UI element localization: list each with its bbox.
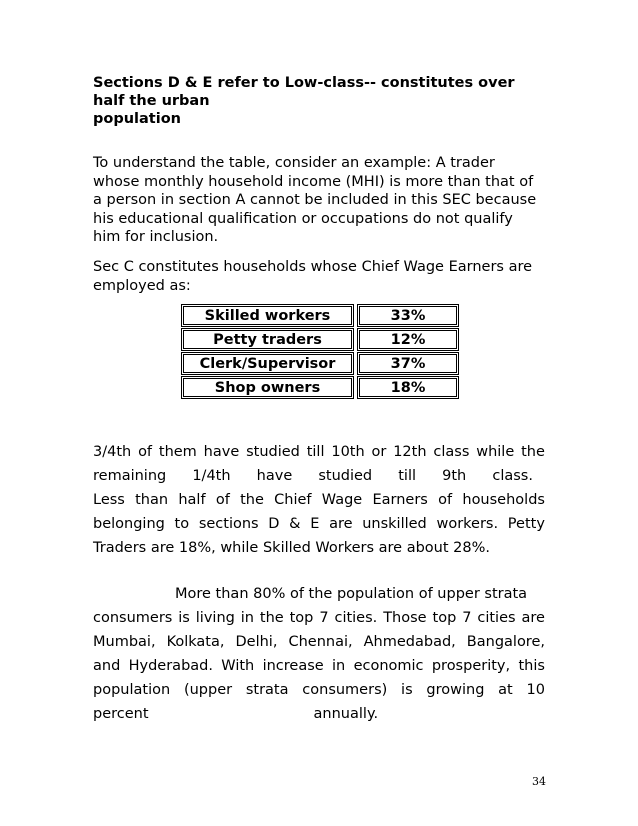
word: annually. (313, 706, 379, 722)
word: class. (492, 468, 533, 484)
justified-line (93, 440, 545, 464)
paragraph-line: his educational qualification or occupations do not qualify (93, 210, 513, 227)
word: or (371, 444, 387, 460)
word: strata (245, 682, 289, 698)
paragraph-line: To understand the table, consider an example: A trader (93, 155, 495, 171)
word: at (498, 682, 513, 698)
word: cities (477, 610, 516, 626)
word: till (398, 468, 417, 484)
paragraph-line (93, 702, 545, 726)
percentage-cell: 33% (357, 304, 459, 327)
occupation-cell: Shop owners (181, 376, 354, 399)
paragraph-line: More than 80% of the population of upper strata (175, 586, 528, 602)
word: the (240, 492, 264, 508)
word: 3/4th (93, 444, 132, 460)
word: D (268, 516, 280, 532)
section-heading (93, 74, 543, 128)
word: this (518, 658, 545, 674)
word: of (138, 444, 153, 460)
word: are (521, 610, 545, 626)
word: to (174, 516, 190, 532)
percentage-cell: 18% (357, 376, 459, 399)
word: prosperity, (431, 658, 511, 674)
percentage-cell: 37% (357, 352, 459, 375)
word: 9th (442, 468, 467, 484)
word: consumers) (302, 682, 388, 698)
word: Delhi, (235, 634, 278, 650)
word: Chennai, (288, 634, 353, 650)
word: & (289, 516, 301, 532)
word: till (306, 444, 325, 460)
word: Mumbai, (93, 634, 156, 650)
word: the (521, 444, 545, 460)
justified-line (93, 654, 545, 678)
word: Wage (321, 492, 363, 508)
word: them (158, 444, 197, 460)
word: Hyderabad. (128, 658, 213, 674)
word: living (195, 610, 235, 626)
occupation-cell: Clerk/Supervisor (181, 352, 354, 375)
upper-strata-paragraph (93, 582, 545, 726)
word: (upper (183, 682, 233, 698)
word: With (221, 658, 255, 674)
word: class (433, 444, 470, 460)
word: Kolkata, (166, 634, 225, 650)
table-row (181, 352, 459, 375)
sec-c-paragraph (93, 258, 553, 295)
word: 1/4th (192, 468, 231, 484)
heading-line: population (93, 111, 181, 127)
word: studied (246, 444, 300, 460)
word: Petty (507, 516, 545, 532)
word: belonging (93, 516, 165, 532)
heading-line: half the urban (93, 93, 210, 109)
percentage-cell: 12% (357, 328, 459, 351)
word: of (438, 492, 453, 508)
paragraph-line: Traders are 18%, while Skilled Workers are about 28%. (93, 540, 490, 556)
word: cities. (334, 610, 378, 626)
word: sections (198, 516, 259, 532)
paragraph-line: a person in section A cannot be included in this SEC because (93, 192, 537, 208)
word: are (329, 516, 353, 532)
word: than (135, 492, 169, 508)
education-paragraph (93, 440, 545, 560)
word: percent (93, 706, 149, 722)
paragraph-line: whose monthly household income (MHI) is more than that of (93, 173, 534, 190)
occupation-cell: Petty traders (181, 328, 354, 351)
word: Ahmedabad, (363, 634, 456, 650)
table-row (181, 304, 459, 327)
table-row (181, 328, 459, 351)
justified-line (93, 678, 545, 702)
word: Earners (372, 492, 428, 508)
word: Those (383, 610, 427, 626)
word: and (93, 658, 121, 674)
table-row (181, 376, 459, 399)
word: 12th (393, 444, 427, 460)
word: 7 (462, 610, 472, 626)
word: in (332, 658, 346, 674)
word: Bangalore, (466, 634, 545, 650)
word: half (178, 492, 206, 508)
word: E (310, 516, 320, 532)
word: is (401, 682, 413, 698)
word: population (93, 682, 171, 698)
word: Less (93, 492, 125, 508)
word: consumers (93, 610, 173, 626)
word: while (476, 444, 515, 460)
heading-line: Sections D & E refer to Low-class-- constitutes over (93, 75, 515, 91)
word: Chief (274, 492, 312, 508)
justified-line (93, 488, 545, 512)
example-paragraph (93, 154, 553, 247)
word: is (178, 610, 190, 626)
word: economic (353, 658, 424, 674)
word: unskilled (362, 516, 427, 532)
word: remaining (93, 468, 167, 484)
word: workers. (436, 516, 499, 532)
word: studied (318, 468, 373, 484)
word: have (203, 444, 240, 460)
word: households (462, 492, 545, 508)
word: 10th (331, 444, 365, 460)
justified-line (93, 630, 545, 654)
justified-line (93, 464, 545, 488)
word: 10 (526, 682, 545, 698)
paragraph-line: him for inclusion. (93, 229, 219, 245)
word: of (215, 492, 230, 508)
word: growing (426, 682, 485, 698)
paragraph-line: employed as: (93, 277, 191, 294)
page-number: 34 (532, 775, 546, 788)
word: top (432, 610, 457, 626)
word: top (289, 610, 314, 626)
occupation-table (181, 304, 459, 399)
word: increase (262, 658, 324, 674)
word: in (240, 610, 254, 626)
justified-line (93, 512, 545, 536)
word: have (256, 468, 293, 484)
paragraph-line: Sec C constitutes households whose Chief Wage Earners are (93, 259, 533, 275)
occupation-cell: Skilled workers (181, 304, 354, 327)
justified-line (93, 606, 545, 630)
word: 7 (319, 610, 329, 626)
word: the (259, 610, 284, 626)
